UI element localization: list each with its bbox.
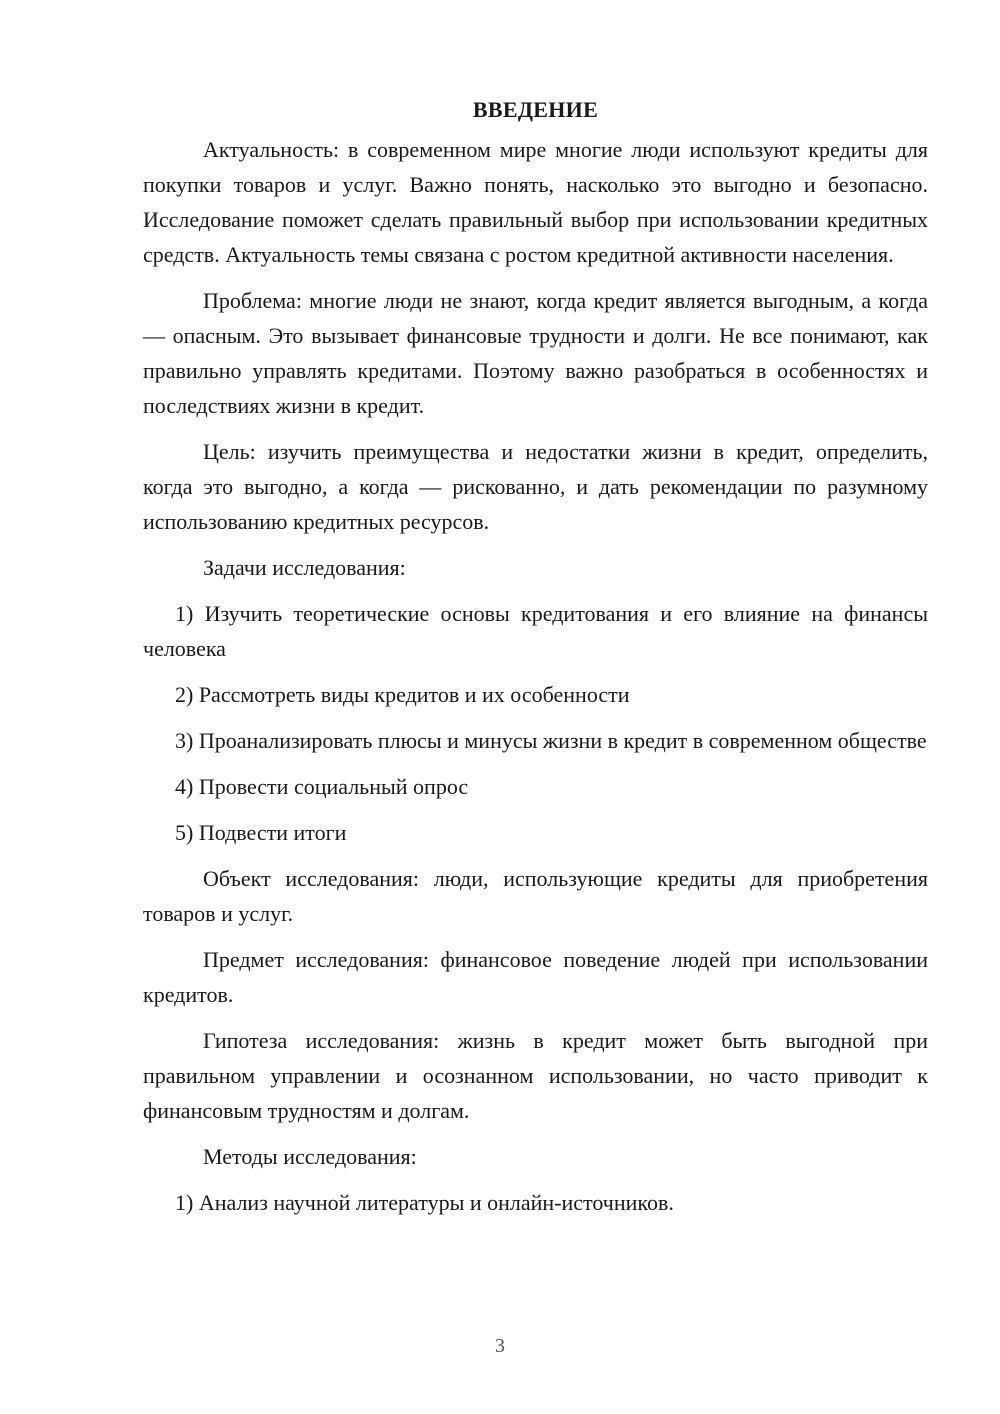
list-item: 1) Изучить теоретические основы кредитования и его влияние на финансы человека xyxy=(143,601,928,661)
page-title: ВВЕДЕНИЕ xyxy=(472,97,599,122)
list-item: 5) Подвести итоги xyxy=(175,820,347,845)
tasks-title: Задачи исследования: xyxy=(203,555,406,580)
object-paragraph: Объект исследования: люди, использующие кредиты для приобретения товаров и услуг. xyxy=(143,866,928,926)
document-page xyxy=(143,92,928,1231)
problem-paragraph: Проблема: многие люди не знают, когда кредит является выгодным, а когда — опасным. Это вызывает финансовые трудности и долги. Не все понимают, как правильно управлять кредитами. Поэтому важно разобраться в особенностях и последствиях жизни в кредит. xyxy=(143,288,928,418)
list-item: 4) Провести социальный опрос xyxy=(175,774,469,799)
methods-list xyxy=(143,1185,928,1220)
list-item: 2) Рассмотреть виды кредитов и их особенности xyxy=(175,682,630,707)
subject-paragraph: Предмет исследования: финансовое поведение людей при использовании кредитов. xyxy=(143,947,928,1007)
goal-paragraph: Цель: изучить преимущества и недостатки жизни в кредит, определить, когда это выгодно, а когда — рискованно, и дать рекомендации по разумному использованию кредитных ресурсов. xyxy=(143,439,928,534)
list-item: 3) Проанализировать плюсы и минусы жизни в кредит в современном обществе xyxy=(175,728,927,753)
hypothesis-paragraph: Гипотеза исследования: жизнь в кредит может быть выгодной при правильном управлении и осознанном использовании, но часто приводит к финансовым трудностям и долгам. xyxy=(143,1028,928,1123)
page-number: 3 xyxy=(495,1335,505,1357)
methods-title: Методы исследования: xyxy=(203,1144,417,1169)
actuality-paragraph: Актуальность: в современном мире многие люди используют кредиты для покупки товаров и услуг. Важно понять, насколько это выгодно и безопасно. Исследование поможет сделать правильный выбор при использовании кредитных средств. Актуальность темы связана с ростом кредитной активности населения. xyxy=(143,137,928,267)
list-item: 1) Анализ научной литературы и онлайн-источников. xyxy=(175,1190,674,1215)
tasks-list xyxy=(143,596,928,850)
